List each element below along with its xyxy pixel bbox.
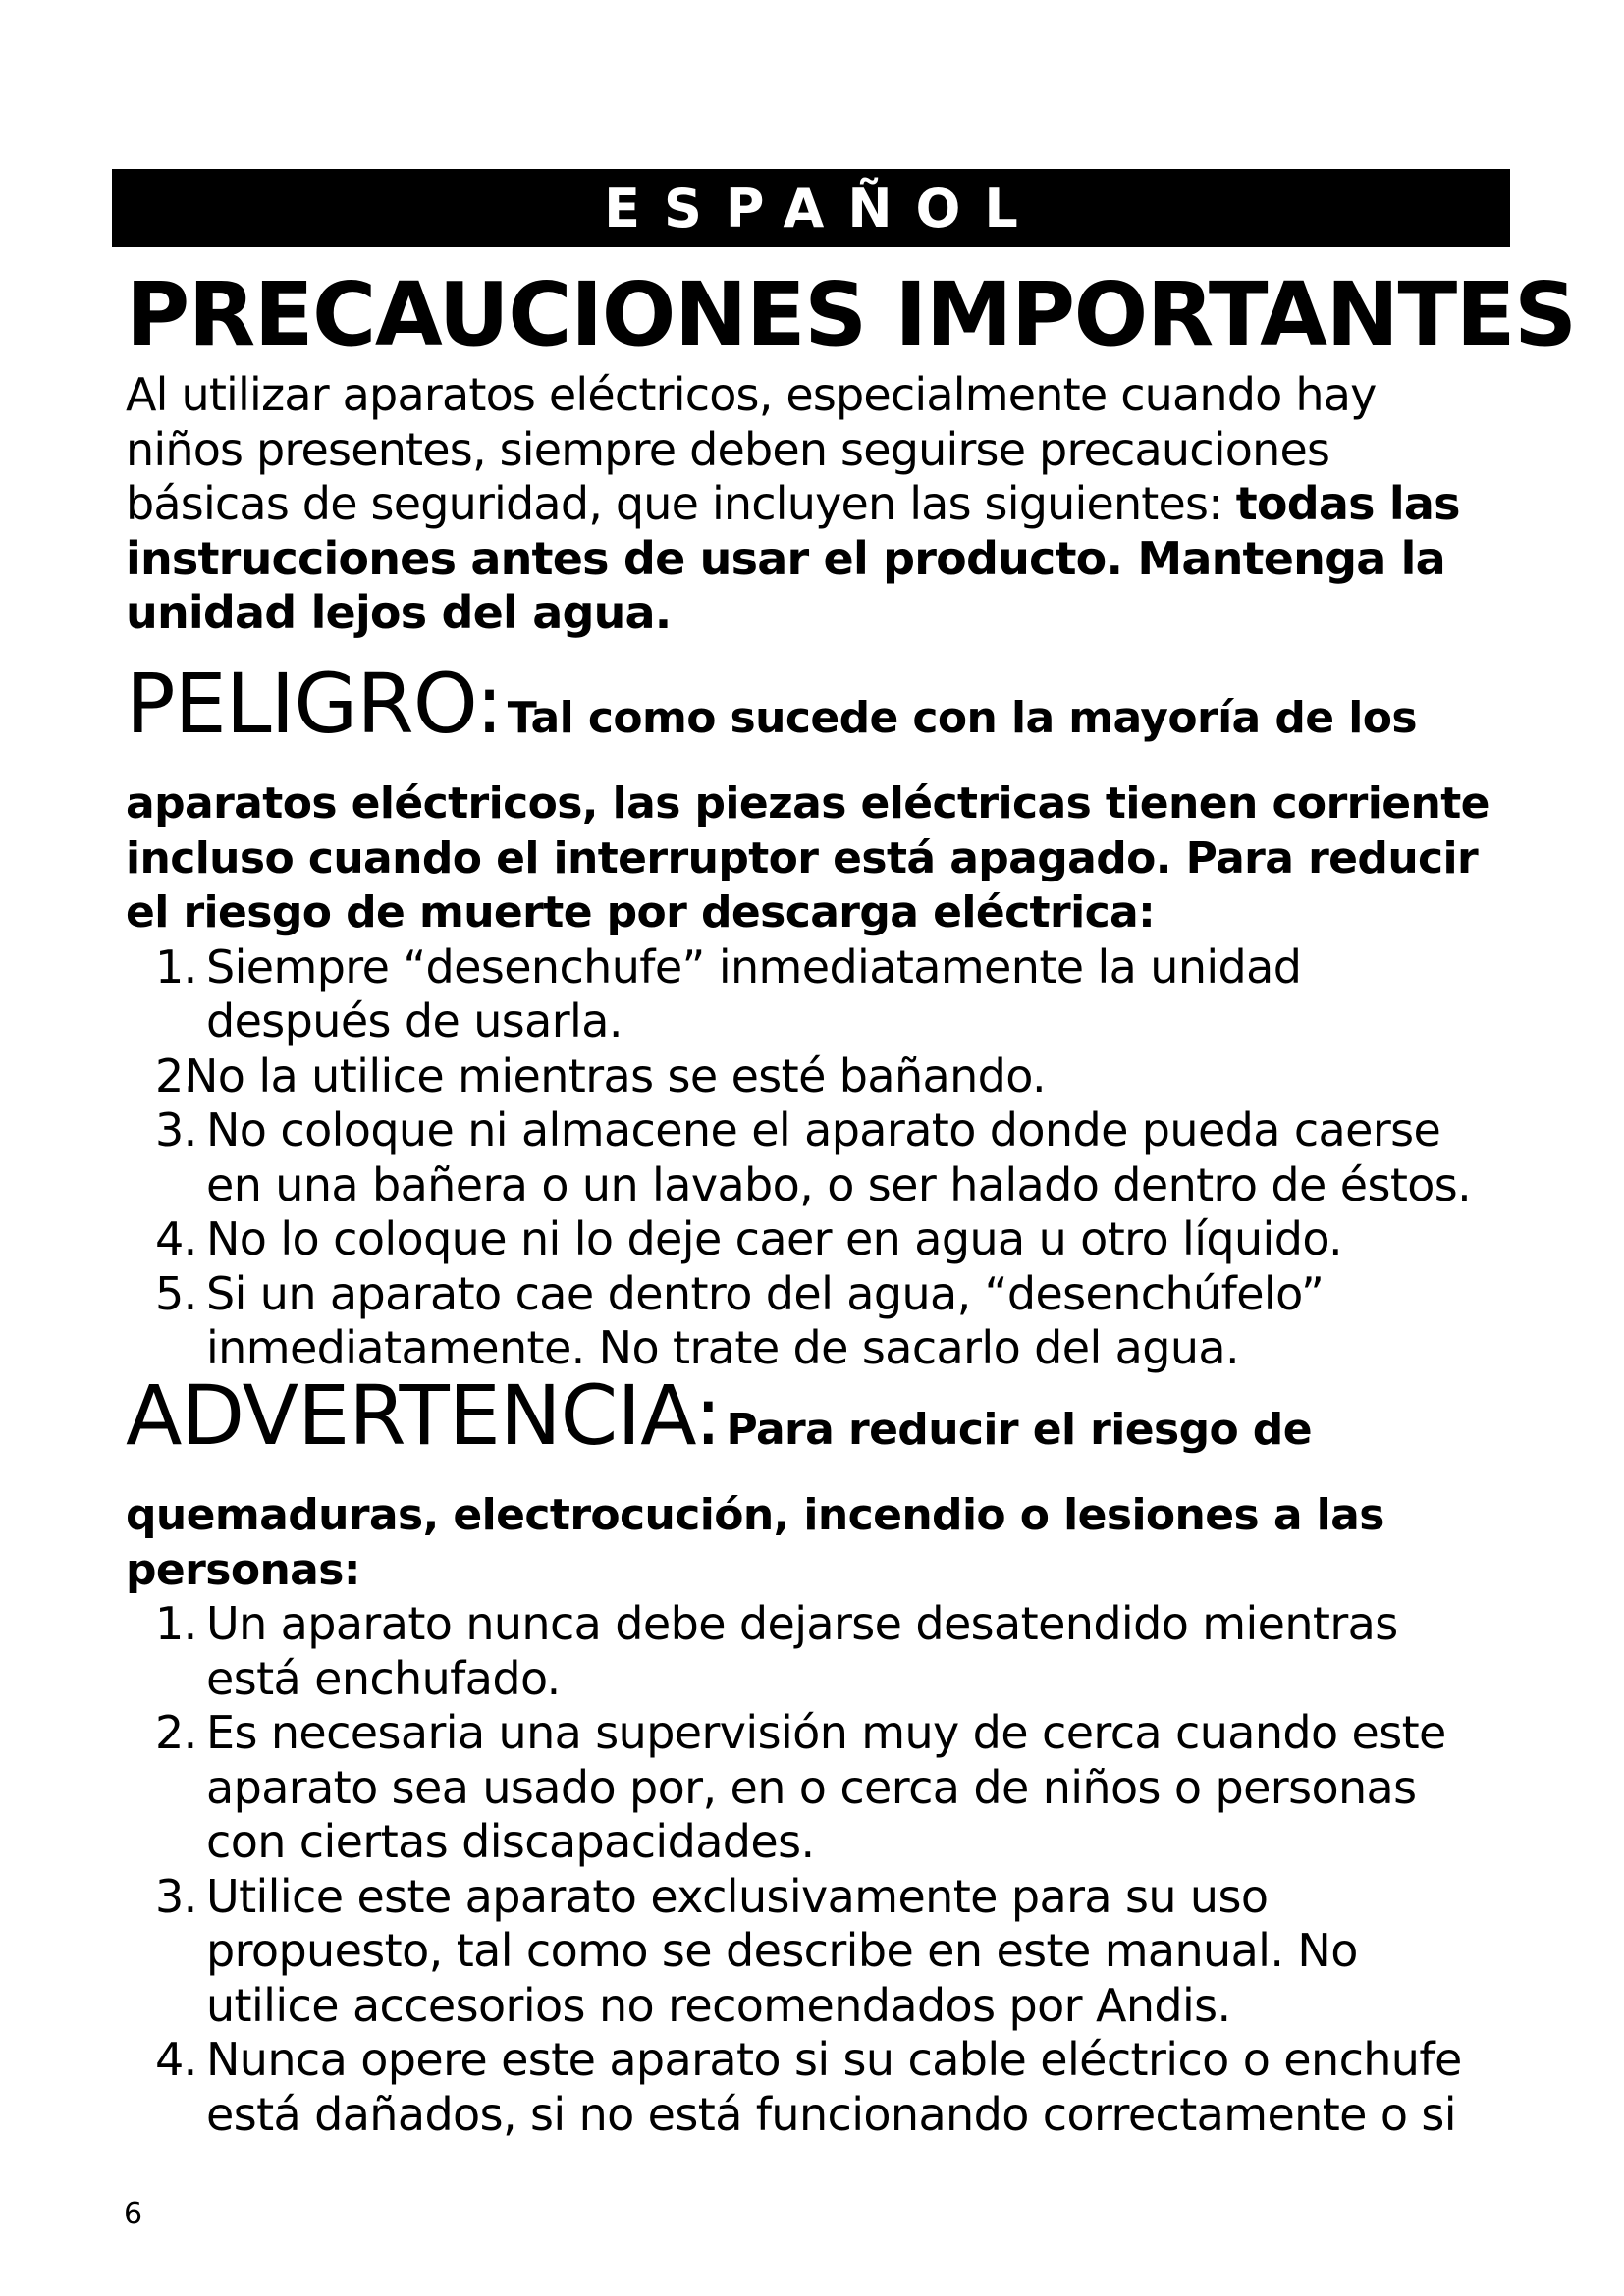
advertencia-section bbox=[126, 1367, 1520, 2141]
item-number: 2. bbox=[155, 1048, 197, 1102]
language-banner bbox=[112, 169, 1510, 247]
item-text: Es necesaria una supervisión muy de cerca cuando este bbox=[206, 1706, 1446, 1759]
item-text: en una bañera o un lavabo, o ser halado dentro de éstos. bbox=[206, 1157, 1472, 1211]
item-number: 4. bbox=[155, 2033, 197, 2086]
intro-line bbox=[126, 477, 1520, 532]
item-text: No coloque ni almacene el aparato donde pueda caerse bbox=[206, 1103, 1441, 1156]
peligro-lead-line: aparatos eléctricos, las piezas eléctricas tienen corriente bbox=[126, 778, 1489, 828]
advertencia-heading: ADVERTENCIA: bbox=[126, 1367, 722, 1464]
item-number: 1. bbox=[155, 939, 197, 993]
item-text: Utilice este aparato exclusivamente para su uso bbox=[206, 1869, 1269, 1923]
intro-line: niños presentes, siempre deben seguirse precauciones bbox=[126, 422, 1330, 476]
item-text: inmediatamente. No trate de sacarlo del agua. bbox=[206, 1321, 1240, 1374]
list-item bbox=[126, 1103, 1520, 1212]
peligro-section bbox=[126, 656, 1520, 1374]
advertencia-lead-line: personas: bbox=[126, 1544, 360, 1595]
list-item bbox=[126, 940, 1520, 1049]
item-text: Un aparato nunca debe dejarse desatendido mientras bbox=[206, 1597, 1398, 1650]
advertencia-list bbox=[126, 1597, 1520, 2142]
item-number: 3. bbox=[155, 1869, 197, 1923]
page-number: 6 bbox=[124, 2197, 143, 2231]
list-item bbox=[126, 1597, 1520, 1706]
list-item bbox=[126, 2033, 1520, 2142]
advertencia-lead: Para reducir el riesgo de bbox=[726, 1405, 1312, 1455]
item-number: 1. bbox=[155, 1597, 197, 1650]
peligro-lead-line: incluso cuando el interruptor está apagado. Para reducir bbox=[126, 832, 1479, 883]
intro-line-text: básicas de seguridad, que incluyen las siguientes: bbox=[126, 477, 1236, 530]
advertencia-heading-line bbox=[126, 1369, 1520, 1488]
peligro-list bbox=[126, 940, 1520, 1376]
list-item bbox=[126, 1706, 1520, 1870]
item-text: con ciertas discapacidades. bbox=[206, 1815, 815, 1868]
language-label: ESPAÑOL bbox=[604, 177, 1042, 240]
intro-line: Al utilizar aparatos eléctricos, especialmente cuando hay bbox=[126, 368, 1377, 421]
item-number: 3. bbox=[155, 1103, 197, 1156]
peligro-lead-line: el riesgo de muerte por descarga eléctrica: bbox=[126, 887, 1156, 937]
item-text: está dañados, si no está funcionando correctamente o si bbox=[206, 2087, 1456, 2141]
item-text: aparato sea usado por, en o cerca de niños o personas bbox=[206, 1760, 1417, 1814]
peligro-lead: Tal como sucede con la mayoría de los bbox=[507, 693, 1417, 743]
list-item bbox=[126, 1267, 1520, 1376]
item-text: utilice accesorios no recomendados por Andis. bbox=[206, 1978, 1231, 2032]
peligro-heading: PELIGRO: bbox=[126, 656, 503, 752]
item-text: Nunca opere este aparato si su cable eléctrico o enchufe bbox=[206, 2033, 1462, 2086]
page-title: PRECAUCIONES IMPORTANTES bbox=[126, 263, 1576, 365]
intro-bold-line: unidad lejos del agua. bbox=[126, 586, 672, 639]
peligro-heading-line bbox=[126, 658, 1520, 776]
item-number: 2. bbox=[155, 1706, 197, 1759]
list-item bbox=[126, 1049, 1520, 1104]
item-text: está enchufado. bbox=[206, 1651, 561, 1705]
item-text: propuesto, tal como se describe en este manual. No bbox=[206, 1924, 1358, 1977]
item-text: Si un aparato cae dentro del agua, “desenchúfelo” bbox=[206, 1266, 1325, 1320]
list-item bbox=[126, 1870, 1520, 2034]
intro-bold-text: todas las bbox=[1235, 477, 1460, 530]
list-item bbox=[126, 1212, 1520, 1267]
item-text: Siempre “desenchufe” inmediatamente la unidad bbox=[206, 939, 1302, 993]
item-text: No la utilice mientras se esté bañando. bbox=[185, 1048, 1047, 1102]
item-text: después de usarla. bbox=[206, 994, 623, 1047]
item-text: No lo coloque ni lo deje caer en agua u otro líquido. bbox=[206, 1212, 1343, 1265]
item-number: 5. bbox=[155, 1266, 197, 1320]
intro-bold-line: instrucciones antes de usar el producto. Mantenga la bbox=[126, 531, 1445, 585]
intro-paragraph bbox=[126, 368, 1520, 641]
advertencia-lead-line: quemaduras, electrocución, incendio o lesiones a las bbox=[126, 1490, 1384, 1540]
item-number: 4. bbox=[155, 1212, 197, 1265]
